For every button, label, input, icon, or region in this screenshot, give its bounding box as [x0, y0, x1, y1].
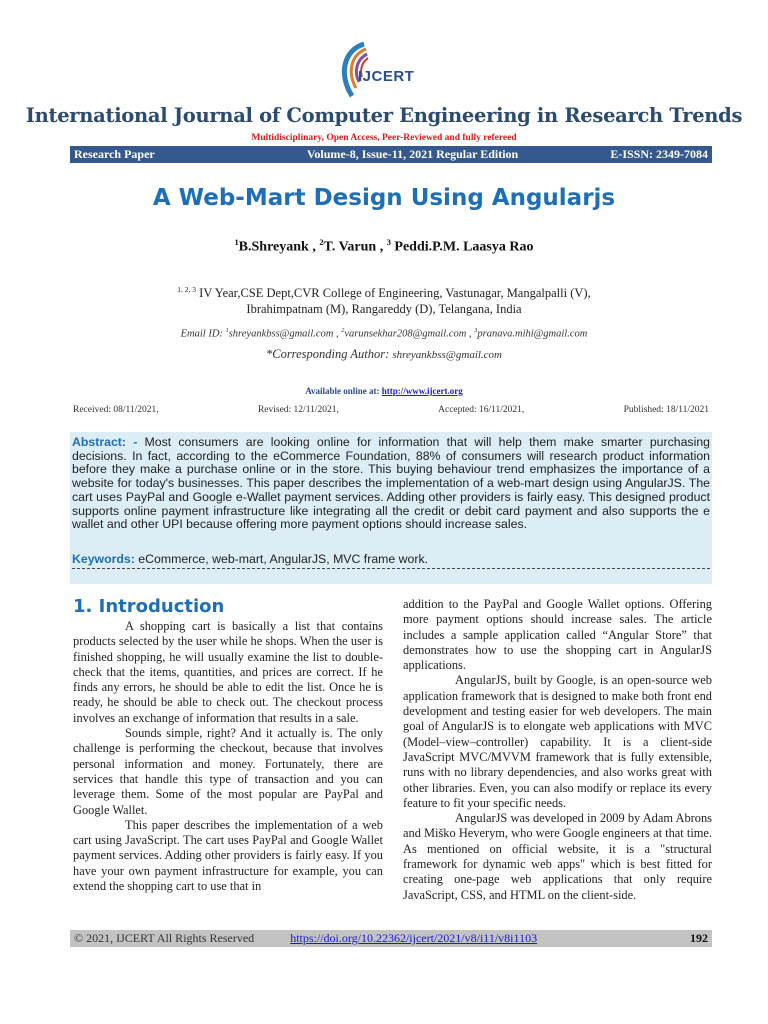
keywords-label: Keywords:	[72, 552, 135, 566]
email-list	[0, 327, 768, 340]
paper-type: Research Paper	[74, 147, 155, 161]
volume-info: Volume-8, Issue-11, 2021 Regular Edition	[306, 147, 519, 161]
author-sup: 2	[319, 238, 324, 247]
author-sup: 1	[234, 238, 239, 247]
paragraph: addition to the PayPal and Google Wallet options. Offering more payment options should increase sales. The article includes a sample application called “Angular Store” that demonstrates how to use the shopping cart in AngularJS applications.	[403, 597, 712, 673]
paragraph: Sounds simple, right? And it actually is. The only challenge is performing the checkout, because that involves personal information and money. Fortunately, there are services that handle this type of transaction and you can leverage them. Some of the most popular are PayPal and Google Wallet.	[73, 726, 383, 817]
available-label: Available online at:	[305, 386, 380, 396]
author: Peddi.P.M. Laasya Rao	[394, 239, 534, 255]
keywords-text: eCommerce, web-mart, AngularJS, MVC frame work.	[138, 552, 429, 566]
right-column	[403, 597, 712, 903]
affiliation	[0, 282, 768, 317]
author: B.Shreyank ,	[238, 239, 316, 255]
abstract-text: Most consumers are looking online for information that will help them make smarter purchasing decisions. In fact, according to the eCommerce Foundation, 88% of consumers will research product information before they make a purchase online or in the store. This buying behaviour trend emphasizes the importance of a website for today's businesses. This paper describes the implementation of a web-mart design using AngularJS. The cart uses PayPal and Google e-Wallet payment services. Adding other providers is fairly easy. This designed product supports online payment infrastructure like integrating all the credit or debit card payment and also supports the e wallet and other UPI because offering more payment options should increase sales.	[72, 435, 710, 532]
email-label: Email ID:	[180, 328, 223, 340]
available-online	[0, 386, 768, 396]
author: T. Varun ,	[323, 239, 384, 255]
left-column	[73, 619, 383, 894]
email-sup: 3	[474, 327, 478, 334]
divider	[72, 568, 710, 569]
abstract-label: Abstract: -	[72, 435, 138, 449]
page-footer	[70, 930, 712, 947]
affiliation-sup: 1, 2, 3	[177, 285, 197, 294]
section-heading: 1. Introduction	[73, 596, 225, 617]
abstract-box	[70, 432, 712, 584]
corresponding-label: *Corresponding Author:	[265, 347, 390, 361]
corresponding-email[interactable]: shreyankbss@gmail.com	[392, 349, 503, 361]
journal-tagline: Multidisciplinary, Open Access, Peer-Reviewed and fully refereed	[251, 133, 517, 143]
journal-website-link[interactable]: http://www.ijcert.org	[381, 386, 463, 396]
paragraph: A shopping cart is basically a list that contains products selected by the user while he shops. When the user is finished shopping, he will usually examine the list to double-check that the items, quantities, and prices are correct. If he finds any errors, he should be able to edit the list. Once he is ready, he should be able to check out. The checkout process involves an exchange of information that results in a sale.	[73, 619, 383, 725]
affiliation-line: Ibrahimpatnam (M), Rangareddy (D), Telangana, India	[246, 302, 522, 317]
logo-text: IJCERT	[358, 68, 415, 85]
author-list	[0, 238, 768, 256]
accepted-date: Accepted: 16/11/2021,	[438, 405, 525, 415]
paragraph: AngularJS was developed in 2009 by Adam Abrons and Miško Heverym, who were Google engineers at that time. As mentioned on official website, it is a "structural framework for dynamic web apps" which is best fitted for creating one-page web applications that only require JavaScript, CSS, and HTML on the client-side.	[403, 811, 712, 902]
affiliation-line: IV Year,CSE Dept,CVR College of Engineering, Vastunagar, Mangalpalli (V),	[199, 286, 591, 301]
corresponding-author	[0, 347, 768, 362]
email[interactable]: shreyankbss@gmail.com ,	[228, 328, 339, 340]
email-sup: 1	[225, 327, 229, 334]
received-date: Received: 08/11/2021,	[73, 405, 159, 415]
journal-logo	[334, 40, 434, 106]
paragraph: This paper describes the implementation of a web cart using JavaScript. The cart uses PayPal and Google Wallet payment services. Adding other providers is fairly easy. If you have your own payment infrastructure for example, you can extend the shopping cart to use that in	[73, 817, 383, 894]
paragraph: AngularJS, built by Google, is an open-source web application framework that is designed to make both front end development and testing easier for web developers. The main goal of AngularJS is to elongate web applications with MVC (Model–view–controller) capability. It is a client-side JavaScript MVC/MVVM framework that is fully extensible, runs with no library dependencies, and also works great with other libraries. Even, you can also modify or replace its every feature to fit your specific needs.	[403, 673, 712, 810]
keywords	[72, 552, 428, 566]
author-sup: 3	[386, 238, 391, 247]
paper-title: A Web-Mart Design Using Angularjs	[152, 185, 616, 211]
copyright: © 2021, IJCERT All Rights Reserved	[74, 931, 255, 945]
doi-link[interactable]: https://doi.org/10.22362/ijcert/2021/v8/i11/v8i1103	[290, 931, 538, 945]
journal-name: International Journal of Computer Engineering in Research Trends	[25, 104, 743, 127]
email[interactable]: varunsekhar208@gmail.com ,	[344, 328, 472, 340]
published-date: Published: 18/11/2021	[623, 405, 709, 415]
revised-date: Revised: 12/11/2021,	[257, 405, 339, 415]
issn: E-ISSN: 2349-7084	[610, 147, 708, 161]
journal-info-bar	[70, 146, 712, 163]
email[interactable]: pranava.mihi@gmail.com	[477, 328, 588, 340]
page-number: 192	[690, 931, 708, 945]
article-dates	[73, 405, 709, 415]
email-sup: 2	[341, 327, 345, 334]
